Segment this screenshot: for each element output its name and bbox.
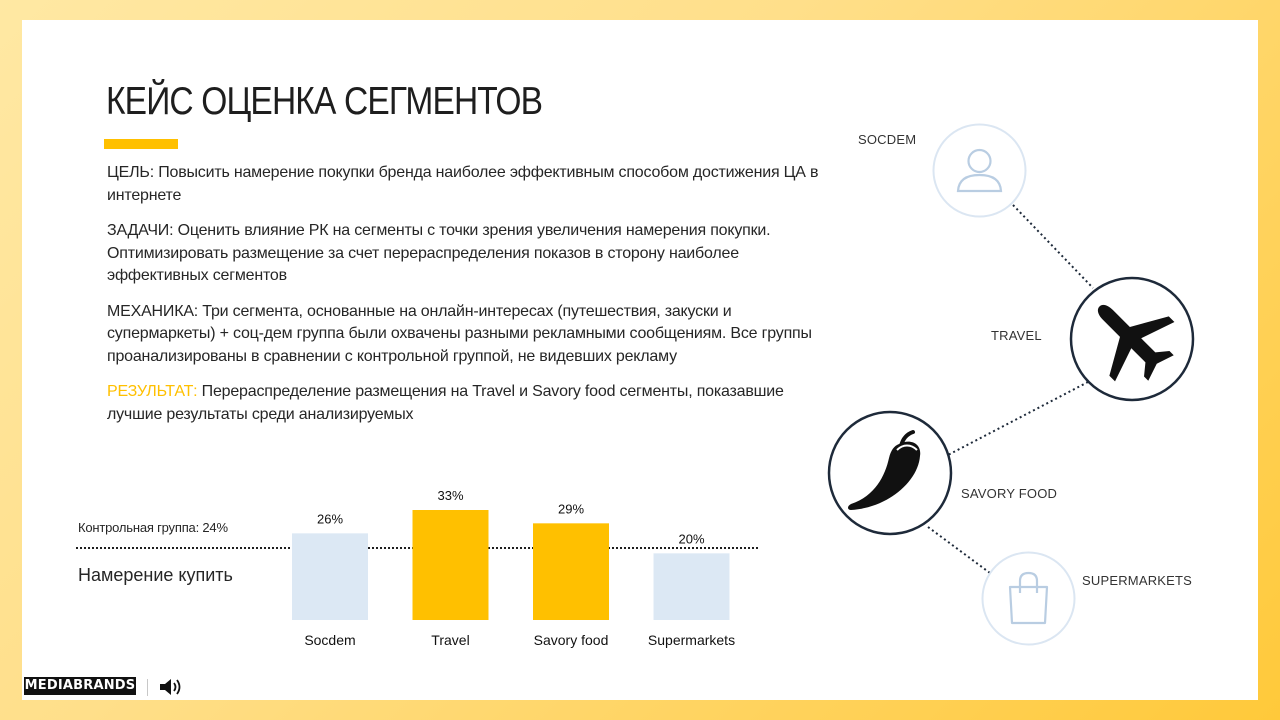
bar-value-label: 29% [557,501,585,517]
bar-value-label: 26% [316,511,344,527]
page-title: КЕЙС ОЦЕНКА СЕГМЕНТОВ [106,80,543,123]
person-icon [932,123,1027,218]
segment-label-savory: SAVORY FOOD [961,486,1058,501]
category-label: Socdem [304,632,356,648]
mechanics-paragraph: МЕХАНИКА: Три сегмента, основанные на онлайн-интересах (путешествия, закуски и супермаркеты) + соц-дем группа были охвачены разными рекламными сообщениям. Все группы проанализированы в сравнении с контрольной группой, не видевших рекламу [107,302,812,365]
result-label: РЕЗУЛЬТАТ: [107,383,198,400]
control-group-label: Контрольная группа: 24% [78,520,228,535]
tasks-paragraph: ЗАДАЧИ: Оценить влияние РК на сегменты с точки зрения увеличения намерения покупки. Оптимизировать размещение за счет перераспределения показов в сторону наиболее эффективных сегментов [107,222,771,284]
segment-label-travel: TRAVEL [991,328,1042,343]
goal-paragraph: ЦЕЛЬ: Повысить намерение покупки бренда наиболее эффективным способом достижения ЦА в интернете [107,164,819,204]
connector-travel-savory [948,382,1088,455]
bar-value-label: 33% [437,488,464,503]
mediabrands-logo: MEDIABRANDS [24,678,136,693]
airplane-icon [1069,276,1195,402]
result-text: Перераспределение размещения на Travel и Savory food сегменты, показавшие лучшие результаты среди анализируемых [107,383,784,423]
footer-divider [147,679,148,696]
segment-label-socdem: SOCDEM [858,132,917,147]
intent-label: Намерение купить [78,565,233,585]
shopping-bag-icon [981,551,1076,646]
speaker-icon[interactable] [158,677,184,697]
segment-label-supermarkets: SUPERMARKETS [1082,573,1193,588]
bar-value-label: 20% [678,531,705,547]
chili-pepper-icon [827,410,953,536]
category-label: Savory food [533,632,609,648]
category-label: Travel [431,632,470,648]
category-label: Supermarkets [647,632,736,648]
